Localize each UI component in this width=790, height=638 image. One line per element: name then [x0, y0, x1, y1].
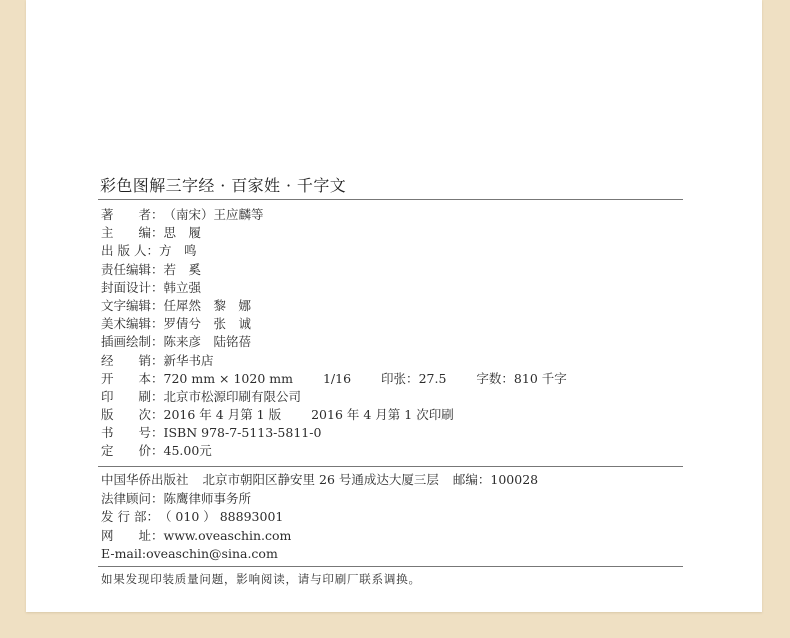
credit-label: 文字编辑： — [101, 297, 164, 313]
format-value: 720 mm × 1020 mm — [163, 370, 293, 386]
contacts-divider — [98, 466, 683, 467]
distribution-value: （ 010 ） 88893001 — [158, 509, 284, 525]
credit-row-cover-design — [101, 279, 661, 297]
postcode-value: 100028 — [490, 472, 539, 487]
isbn-value: ISBN 978-7-5113-5811-0 — [163, 425, 322, 441]
credit-row-responsible-editor — [101, 261, 661, 279]
credit-row-art-editor — [101, 315, 661, 333]
notice-divider — [98, 566, 683, 567]
credit-row-format — [101, 370, 661, 388]
credit-value: 任犀然 黎 娜 — [163, 297, 252, 313]
credit-value: 若 奚 — [163, 261, 202, 277]
credit-row-price — [101, 442, 661, 460]
credit-label: 责任编辑： — [101, 261, 164, 277]
website-row — [101, 527, 661, 546]
price-label: 定 价： — [101, 443, 164, 459]
credit-row-illustration — [101, 333, 661, 351]
edition-value: 2016 年 4 月第 1 版 — [163, 407, 282, 423]
legal-row — [101, 490, 661, 509]
credit-row-printer — [101, 388, 661, 406]
printer-value: 北京市松源印刷有限公司 — [163, 388, 302, 404]
credit-row-distribution — [101, 352, 661, 370]
credit-row-edition — [101, 406, 661, 424]
credit-value: 新华书店 — [163, 352, 214, 368]
price-value: 45.00元 — [163, 443, 212, 459]
credit-value: 方 鸣 — [158, 243, 197, 259]
sheets-label: 印张： — [381, 370, 419, 386]
credit-label: 封面设计： — [101, 279, 164, 295]
credit-value: （南宋）王应麟等 — [163, 207, 264, 222]
credit-label: 主 编： — [101, 225, 164, 241]
credit-row-editor-in-chief — [101, 224, 661, 242]
credit-label: 出 版 人： — [101, 243, 159, 259]
publisher-name: 中国华侨出版社 — [101, 472, 189, 487]
website-label: 网 址： — [101, 527, 164, 543]
credit-value: 思 履 — [163, 225, 202, 241]
edition-label: 版 次： — [101, 407, 164, 423]
email-link[interactable]: E-mail:oveaschin@sina.com — [101, 546, 278, 562]
impression-value: 2016 年 4 月第 1 次印刷 — [311, 407, 454, 423]
credit-label: 美术编辑： — [101, 316, 164, 332]
credit-value: 韩立强 — [163, 279, 202, 295]
credit-row-isbn — [101, 424, 661, 442]
distribution-row — [101, 508, 661, 527]
credit-value: 罗倩兮 张 诚 — [163, 316, 252, 332]
publisher-address: 北京市朝阳区静安里 26 号通成达大厦三层 — [202, 472, 439, 487]
website-link[interactable]: www.oveaschin.com — [163, 527, 292, 543]
credit-value: 陈来彦 陆铭蓓 — [163, 334, 252, 350]
printer-label: 印 刷： — [101, 388, 164, 404]
sheets-value: 27.5 — [418, 370, 447, 386]
credit-row-author — [101, 206, 661, 224]
credit-label: 插画绘制： — [101, 334, 164, 350]
words-value: 810 千字 — [513, 370, 567, 386]
distribution-label: 发 行 部： — [101, 509, 159, 525]
book-title: 彩色图解三字经 · 百家姓 · 千字文 — [100, 176, 347, 195]
postcode-label: 邮编： — [452, 472, 491, 487]
legal-value: 陈鹰律师事务所 — [163, 490, 252, 506]
email-row — [101, 545, 661, 564]
credit-row-publisher-person — [101, 242, 661, 260]
publisher-row — [101, 471, 661, 490]
isbn-label: 书 号： — [101, 425, 164, 441]
words-label: 字数： — [476, 370, 514, 386]
credit-label: 经 销： — [101, 352, 164, 368]
credit-label: 著 者： — [101, 207, 164, 222]
fold-value: 1/16 — [322, 370, 352, 386]
legal-label: 法律顾问： — [101, 490, 164, 506]
publisher-contacts — [101, 471, 661, 564]
quality-notice: 如果发现印装质量问题，影响阅读，请与印刷厂联系调换。 — [101, 572, 421, 586]
credits-list — [101, 206, 661, 461]
title-divider — [98, 199, 683, 200]
credit-row-text-editor — [101, 297, 661, 315]
format-label: 开 本： — [101, 370, 164, 386]
